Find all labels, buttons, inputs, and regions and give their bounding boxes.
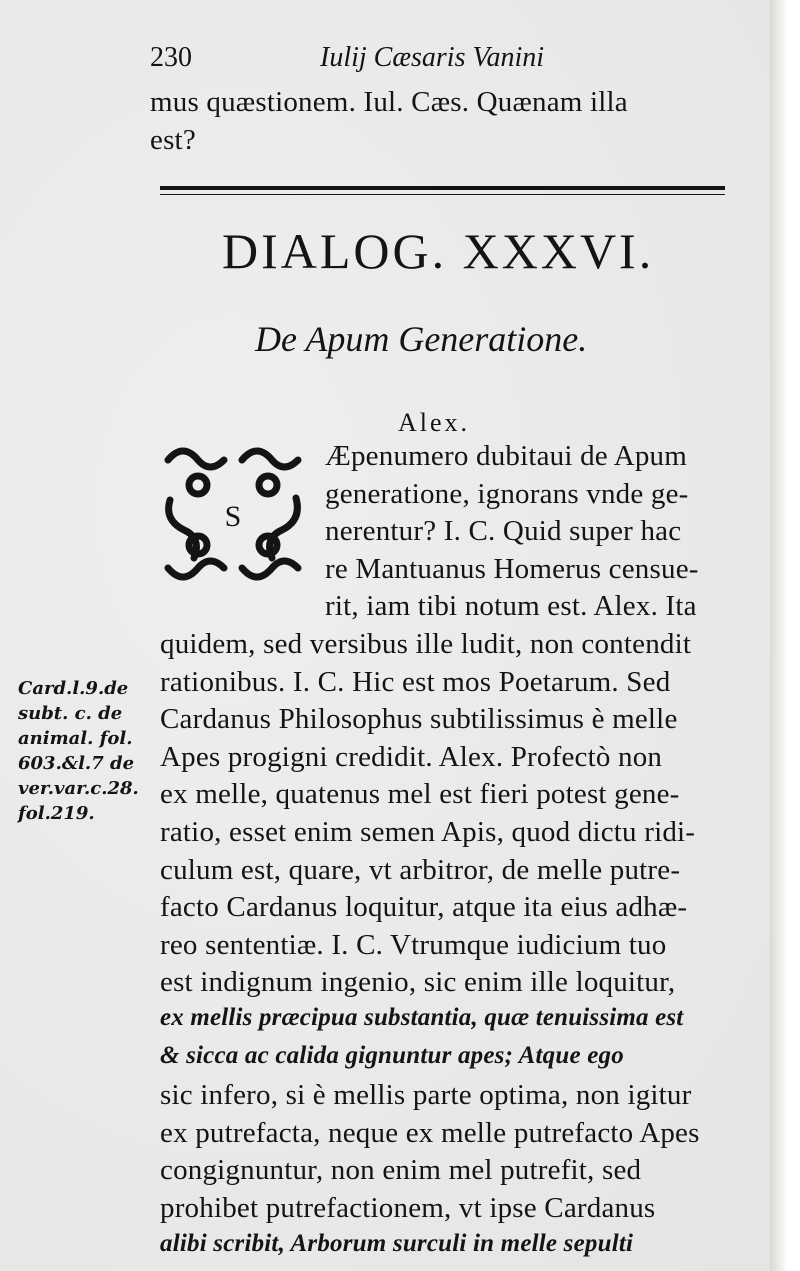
margin-note-line: Card.l.9.de bbox=[18, 678, 129, 699]
body-line: sic infero, si è mellis parte optima, non igitur bbox=[160, 1079, 692, 1111]
body-line: & sicca ac calida gignuntur apes; Atque ego bbox=[160, 1042, 624, 1069]
body-line: reo sententiæ. I. C. Vtrumque iudicium tuo bbox=[160, 929, 667, 961]
running-head bbox=[150, 42, 740, 82]
ornament-icon bbox=[158, 440, 308, 585]
margin-note-line: ver.var.c.28. bbox=[18, 778, 139, 799]
speaker-label: Alex. bbox=[398, 408, 471, 437]
page-edge-shadow bbox=[770, 0, 800, 1271]
initial-letter: S bbox=[224, 500, 242, 533]
body-line: est indignum ingenio, sic enim ille loquitur, bbox=[160, 966, 676, 998]
body-line: generatione, ignorans vnde ge- bbox=[325, 478, 689, 510]
body-line: Æpenumero dubitaui de Apum bbox=[325, 440, 688, 472]
body-line: prohibet putrefactionem, vt ipse Cardanus bbox=[160, 1192, 656, 1224]
body-line: congignuntur, non enim mel putrefit, sed bbox=[160, 1154, 642, 1186]
body-line: nerentur? I. C. Quid super hac bbox=[325, 515, 682, 547]
margin-note-line: 603.&l.7 de bbox=[18, 753, 135, 774]
margin-note bbox=[18, 676, 153, 826]
section-divider-rule bbox=[160, 186, 725, 190]
margin-note-line: subt. c. de bbox=[18, 703, 123, 724]
section-divider-rule-thin bbox=[160, 194, 725, 195]
body-line: alibi scribit, Arborum surculi in melle sepulti bbox=[160, 1230, 634, 1257]
dialog-subtitle: De Apum Generatione. bbox=[255, 319, 588, 359]
body-line: culum est, quare, vt arbitror, de melle putre- bbox=[160, 854, 681, 886]
body-line: Apes progigni credidit. Alex. Profectò non bbox=[160, 741, 663, 773]
body-line: ex putrefacta, neque ex melle putrefacto Apes bbox=[160, 1117, 700, 1149]
decorated-initial bbox=[158, 440, 308, 585]
top-line-2: est? bbox=[150, 124, 196, 156]
body-line: rit, iam tibi notum est. Alex. Ita bbox=[325, 590, 697, 622]
dialog-heading: DIALOG. XXXVI. bbox=[222, 223, 655, 279]
body-line: re Mantuanus Homerus censue- bbox=[325, 553, 699, 585]
body-line: ex mellis præcipua substantia, quæ tenuissima est bbox=[160, 1004, 684, 1031]
running-head-title: Iulij Cæsaris Vanini bbox=[320, 42, 545, 73]
body-line: quidem, sed versibus ille ludit, non contendit bbox=[160, 628, 692, 660]
page-number: 230 bbox=[150, 42, 192, 73]
margin-note-line: fol.219. bbox=[18, 803, 95, 824]
body-line: facto Cardanus loquitur, atque ita eius adhæ- bbox=[160, 891, 688, 923]
top-line-1: mus quæstionem. Iul. Cæs. Quænam illa bbox=[150, 86, 628, 118]
body-line: ratio, esset enim semen Apis, quod dictu ridi- bbox=[160, 816, 696, 848]
margin-note-line: animal. fol. bbox=[18, 728, 133, 749]
body-line: rationibus. I. C. Hic est mos Poetarum. Sed bbox=[160, 666, 671, 698]
body-line: ex melle, quatenus mel est fieri potest gene- bbox=[160, 778, 680, 810]
body-line: Cardanus Philosophus subtilissimus è melle bbox=[160, 703, 678, 735]
